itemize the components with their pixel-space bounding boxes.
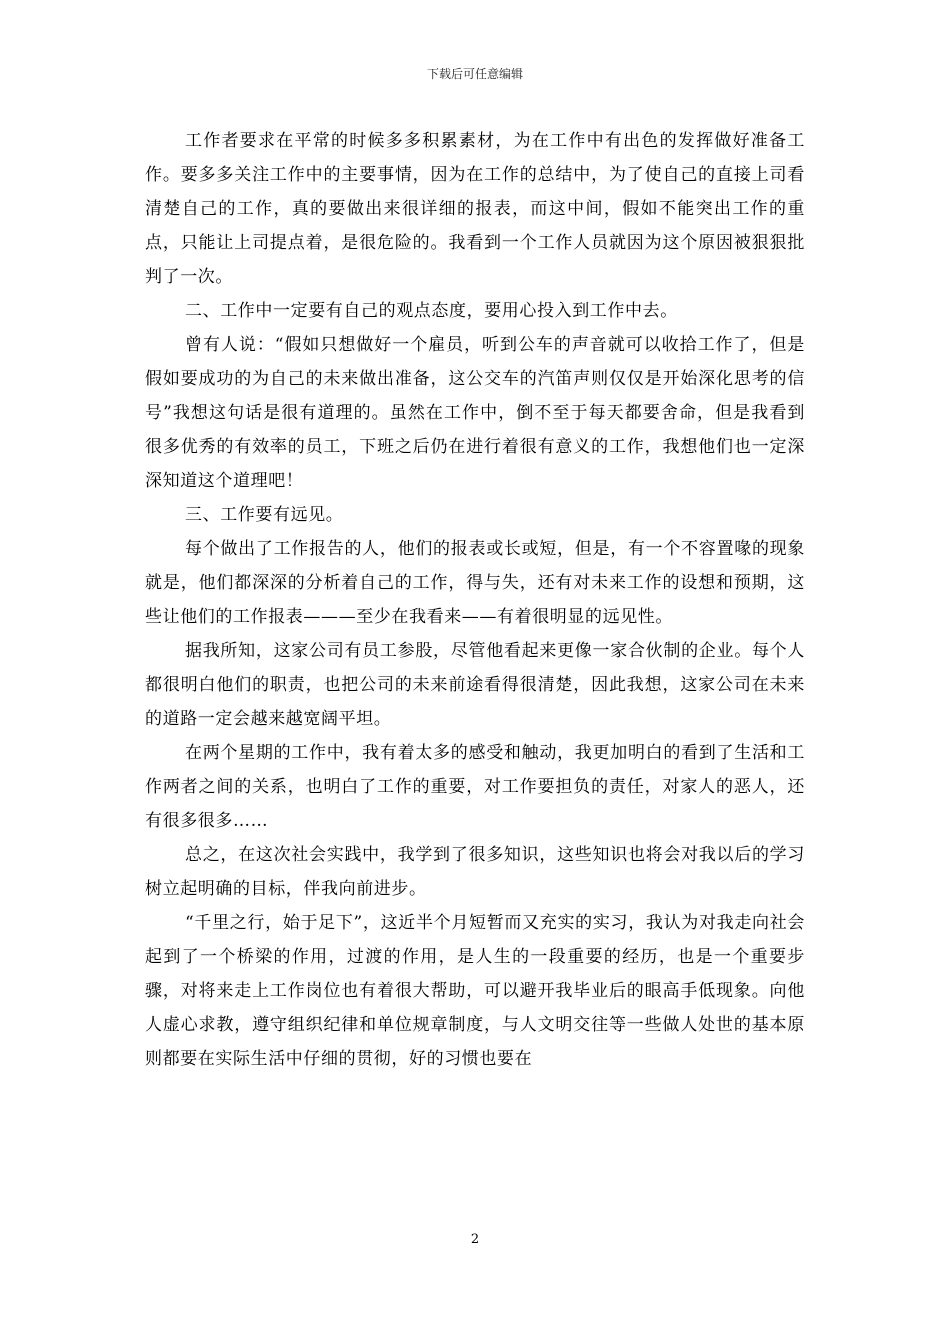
document-body — [145, 124, 805, 1076]
heading-section-two: 二、工作中一定要有自己的观点态度，要用心投入到工作中去。 — [185, 301, 678, 321]
heading-section-three: 三、工作要有远见。 — [185, 505, 344, 525]
paragraph-accumulate-materials: 工作者要求在平常的时候多多积累素材，为在工作中有出色的发挥做好准备工作。要多多关注工作中的主要事情，因为在工作的总结中，为了使自己的直接上司看清楚自己的工作，真的要做出来很详细的报表，而这中间，假如不能突出工作的重点，只能让上司提点着，是很危险的。我看到一个工作人员就因为这个原因被狠狠批判了一次。 — [145, 131, 805, 287]
page-header: 下载后可任意编辑 — [426, 67, 523, 81]
paragraph-work-reports: 每个做出了工作报告的人，他们的报表或长或短，但是，有一个不容置喙的现象就是，他们都深深的分析着自己的工作，得与失，还有对未来工作的设想和预期，这些让他们的工作报表———至少在我看来——有着很明显的远见性。 — [145, 539, 805, 627]
page-number: 2 — [470, 1232, 480, 1247]
paragraph-company-shares: 据我所知，这家公司有员工参股，尽管他看起来更像一家合伙制的企业。每个人都很明白他们的职责，也把公司的未来前途看得很清楚，因此我想，这家公司在未来的道路一定会越来越宽阔平坦。 — [145, 641, 805, 729]
paragraph-two-weeks: 在两个星期的工作中，我有着太多的感受和触动，我更加明白的看到了生活和工作两者之间的关系，也明白了工作的重要，对工作要担负的责任，对家人的恶人，还有很多很多…… — [145, 743, 805, 831]
paragraph-summary: 总之，在这次社会实践中，我学到了很多知识，这些知识也将会对我以后的学习树立起明确的目标，伴我向前进步。 — [145, 845, 805, 899]
paragraph-internship-reflection: “千里之行，始于足下”，这近半个月短暂而又充实的实习，我认为对我走向社会起到了一个桥梁的作用，过渡的作用，是人生的一段重要的经历，也是一个重要步骤，对将来走上工作岗位也有着很大帮助，可以避开我毕业后的眼高手低现象。向他人虚心求教，遵守组织纪律和单位规章制度，与人文明交往等一些做人处世的基本原则都要在实际生活中仔细的贯彻，好的习惯也要在 — [145, 913, 805, 1069]
paragraph-quote-employee: 曾有人说：“假如只想做好一个雇员，听到公车的声音就可以收拾工作了，但是假如要成功的为自己的未来做出准备，这公交车的汽笛声则仅仅是开始深化思考的信号”我想这句话是很有道理的。虽然在工作中，倒不至于每天都要舍命，但是我看到很多优秀的有效率的员工，下班之后仍在进行着很有意义的工作，我想他们也一定深深知道这个道理吧！ — [145, 335, 805, 491]
